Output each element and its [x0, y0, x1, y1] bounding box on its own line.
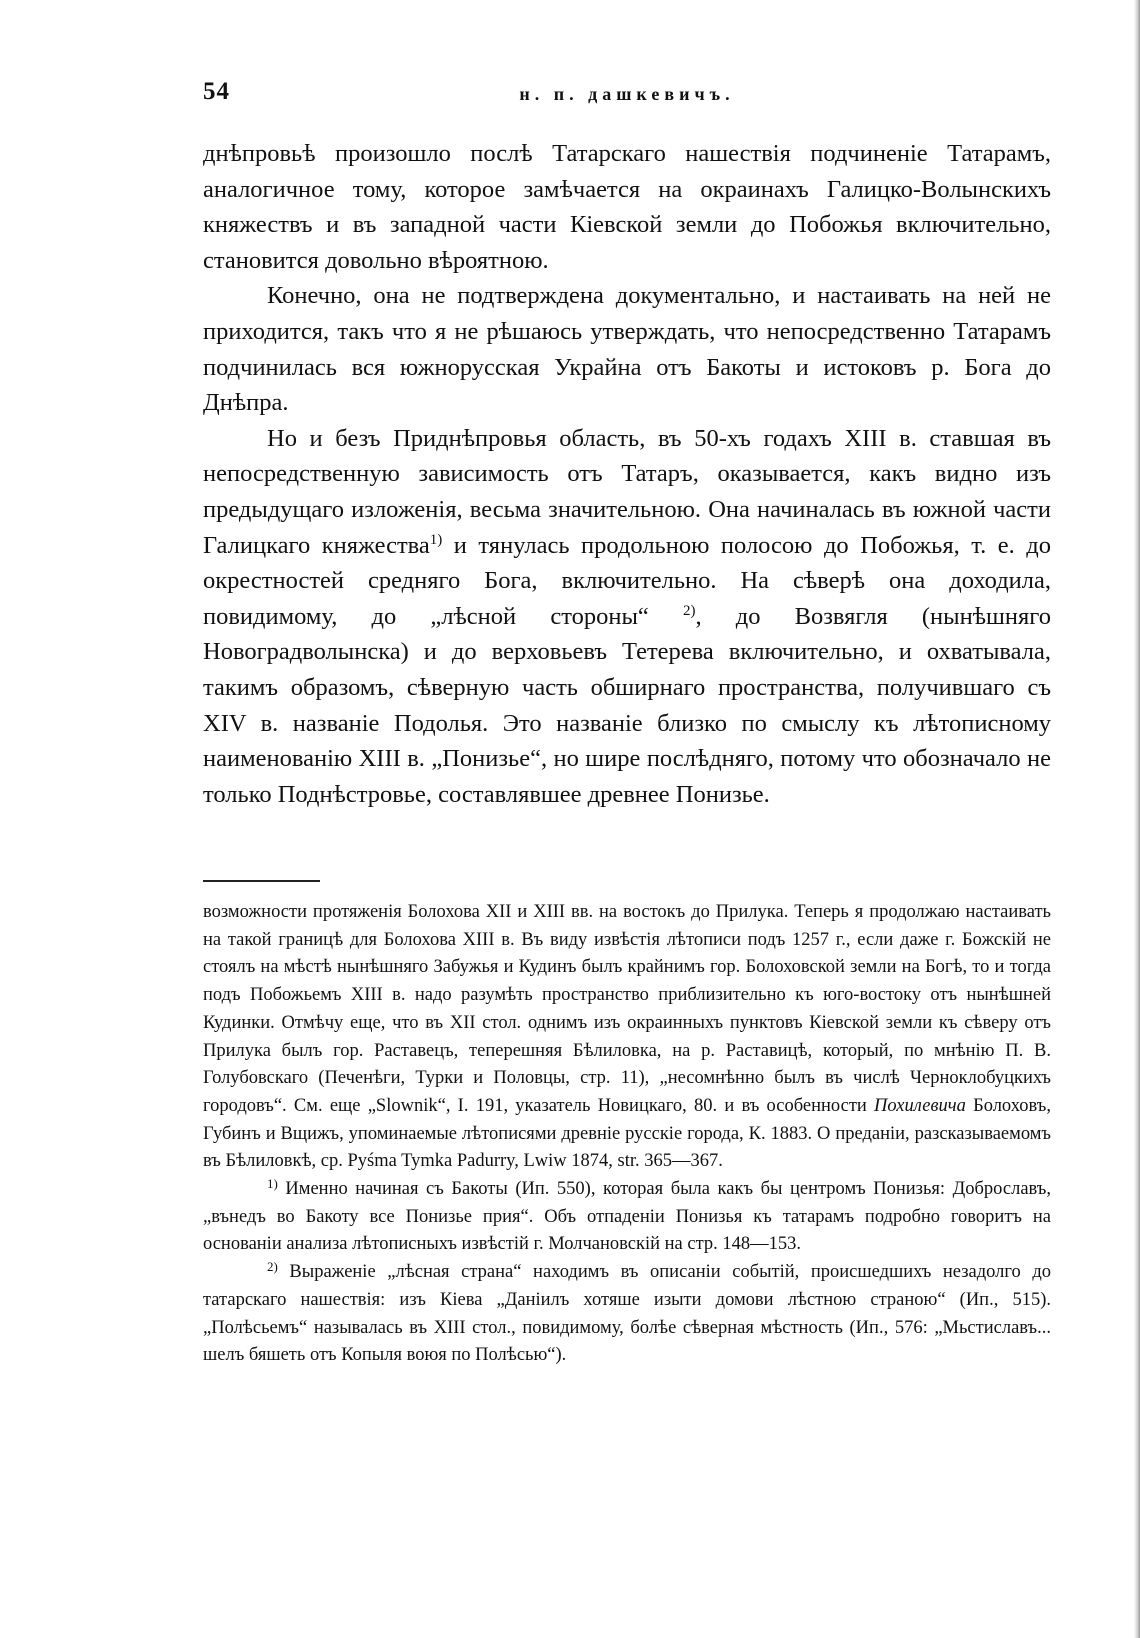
running-head: н. п. дашкевичъ. [519, 84, 735, 104]
paragraph-2 [203, 278, 1051, 420]
footnotes [203, 899, 1051, 1370]
footnote-author-italic: Похилевича [874, 1095, 966, 1116]
paragraph-3 [203, 421, 1051, 813]
footnote-1-mark: 1) [267, 1176, 278, 1192]
footnote-ref-2: 2) [682, 602, 696, 619]
footnote-1-text: Именно начиная съ Бакоты (Ип. 550), которая была какъ бы центромъ Понизья: Доброславъ, „вънедъ во Бакоту все Понизье прия“. Объ отпаденіи Понизья къ татарамъ подробно говоритъ на основаніи анализа лѣтописныхъ извѣстій г. Молчановскій на стр. 148—153. [203, 1179, 1051, 1255]
page-edge-shadow [1134, 0, 1140, 1638]
footnote-continuation-text-b: Болоховъ, Губинъ и Вщижъ, упоминаемые лѣтописями древніе русскіе города, К. 1883. О преданіи, разсказываемомъ въ Бѣлиловкѣ, ср. Pyśma Tymka Padurry, Lwiw 1874, str. 365—367. [203, 1095, 1051, 1172]
footnote-1 [203, 1176, 1051, 1259]
footnote-2 [203, 1259, 1051, 1370]
main-text [203, 136, 1051, 812]
footnote-continuation [203, 899, 1051, 1176]
footnote-2-mark: 2) [267, 1259, 278, 1275]
paragraph-3-text-b: и тянулась продольною полосою до Побожья, т. е. до окрестностей средняго Бога, включительно. На сѣверѣ она доходила, повидимому, до „лѣсной стороны“ [203, 531, 1051, 630]
page-header [203, 78, 1051, 114]
footnote-ref-1: 1) [429, 531, 443, 548]
paragraph-3-text-a: Но и безъ Приднѣпровья область, въ 50-хъ годахъ XIII в. ставшая въ непосредственную зависимость отъ Татаръ, оказывается, какъ видно изъ предыдущаго изложенія, весьма значительною. Она начиналась въ южной части Галицкаго княжества [203, 424, 1051, 559]
footnote-continuation-text-a: возможности протяженія Болохова XII и XIII вв. на востокъ до Прилука. Теперь я продолжаю настаивать на такой границѣ для Болохова XIII в. Въ виду извѣстія лѣтописи подъ 1257 г., если даже г. Божскій не стоялъ на мѣстѣ нынѣшняго Забужья и Кудинъ былъ крайнимъ гор. Болоховской земли на Богѣ, то и тогда подъ Побожьемъ XIII в. надо разумѣть пространство приблизительно къ юго-востоку отъ нынѣшней Кудинки. Отмѣчу еще, что въ XII стол. однимъ изъ окраинныхъ пунктовъ Кіевской земли къ сѣверу отъ Прилука былъ гор. Раставецъ, теперешняя Бѣлиловка, на р. Раставицѣ, который, по мнѣнію П. В. Голубовскаго (Печенѣги, Турки и Половцы, стр. 11), „несомнѣнно былъ въ числѣ Черноклобуцкихъ городовъ“. См. еще „Slownik“, I. 191, указатель Новицкаго, 80. и въ особенности [203, 902, 1051, 1116]
paragraph-1-text: днѣпровьѣ произошло послѣ Татарскаго нашествія подчиненіе Татарамъ, аналогичное тому, которое замѣчается на окраинахъ Галицко-Волынскихъ княжествъ и въ западной части Кіевской земли до Побожья включительно, становится довольно вѣроятною. [203, 140, 1051, 274]
paragraph-1 [203, 136, 1051, 278]
paragraph-3-text-c: , до Возвягля (нынѣшняго Новоградволынска) и до верховьевъ Тетерева включительно, и охватывала, такимъ образомъ, сѣверную часть обширнаго пространства, получившаго съ XIV в. названіе Подолья. Это названіе близко по смыслу къ лѣтописному наименованію XIII в. „Понизье“, но шире послѣдняго, потому что обозначало не только Поднѣстровье, составлявшее древнее Понизье. [203, 602, 1051, 808]
footnote-2-text: Выраженіе „лѣсная страна“ находимъ въ описаніи событій, происшедшихъ незадолго до татарскаго нашествія: изъ Кіева „Даніилъ хотяше изыти домови лѣстною страною“ (Ип., 515). „Полѣсьемъ“ называлась въ XIII стол., повидимому, болѣе сѣверная мѣстность (Ип., 576: „Мьстиславъ... шелъ бяшеть отъ Копыля воюя по Полѣсью“). [203, 1262, 1051, 1366]
footnote-divider [203, 880, 320, 882]
paragraph-2-text: Конечно, она не подтверждена документально, и настаивать на ней не приходится, такъ что я не рѣшаюсь утверждать, что непосредственно Татарамъ подчинилась вся южнорусская Украйна отъ Бакоты и истоковъ р. Бога до Днѣпра. [203, 282, 1051, 417]
page-number: 54 [203, 78, 230, 105]
